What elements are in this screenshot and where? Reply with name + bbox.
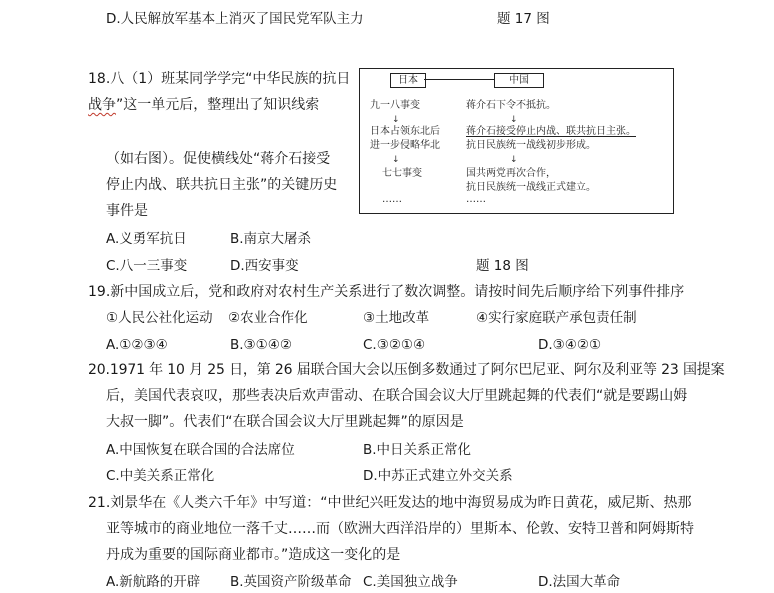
- q18-option-d: D.西安事变: [230, 258, 299, 274]
- q19-item-4: ④实行家庭联产承包责任制: [476, 310, 637, 326]
- figure-right-event-5: 抗日民族统一战线正式建立。: [466, 182, 596, 193]
- q20-option-b: B.中日关系正常化: [363, 442, 472, 458]
- q19-option-c: C.③②①④: [363, 337, 426, 353]
- q19-option-b: B.③①④②: [230, 337, 292, 353]
- q21-option-b: B.英国资产阶级革命: [230, 574, 352, 590]
- q17-option-d: D.人民解放军基本上消灭了国民党军队主力: [106, 11, 364, 27]
- q20-option-d: D.中苏正式建立外交关系: [363, 468, 513, 484]
- figure-tag-china: 中国: [494, 73, 544, 88]
- q21-option-d: D.法国大革命: [538, 574, 621, 590]
- down-arrow-icon: ↓: [510, 115, 518, 125]
- figure-left-event-3: 进一步侵略华北: [370, 140, 440, 151]
- q19-option-a: A.①②③④: [106, 337, 168, 353]
- q18-spellcheck-word: 战争: [88, 97, 116, 113]
- figure-right-event-1: 蒋介石下令不抵抗。: [466, 100, 556, 111]
- down-arrow-icon: ↓: [392, 155, 400, 165]
- q20-stem-line1: 20.1971 年 10 月 25 日，第 26 届联合国大会以压倒多数通过了阿尔巴尼亚、阿尔及利亚等 23 国提案: [88, 362, 725, 378]
- q18-knowledge-figure: [359, 68, 674, 214]
- q19-option-d: D.③④②①: [538, 337, 602, 353]
- q21-option-c: C.美国独立战争: [363, 574, 458, 590]
- figure-right-event-3: 抗日民族统一战线初步形成。: [466, 140, 596, 151]
- q18-stem-line4: 停止内战、联共抗日主张”的关键历史: [106, 177, 338, 193]
- q18-stem-line1: 18.八（1）班某同学学完“中华民族的抗日: [88, 71, 351, 87]
- q19-stem: 19.新中国成立后，党和政府对农村生产关系进行了数次调整。请按时间先后顺序给下列事件排序: [88, 284, 685, 300]
- q18-option-c: C.八一三事变: [106, 258, 188, 274]
- q21-stem-line3: 丹成为重要的国际商业都市。”造成这一变化的是: [106, 547, 401, 563]
- q19-item-2: ②农业合作化: [228, 310, 308, 326]
- q18-stem-line2: [88, 96, 319, 114]
- q21-stem-line2: 亚等城市的商业地位一落千丈……而（欧洲大西洋沿岸的）里斯本、伦敦、安特卫普和阿姆斯特: [106, 521, 694, 537]
- q18-option-a: A.义勇军抗日: [106, 231, 187, 247]
- figure-right-event-2: 蒋介石接受停止内战、联共抗日主张。: [466, 126, 636, 137]
- q18-stem-line3: （如右图）。促使横线处“蒋介石接受: [106, 151, 331, 167]
- q21-stem-line1: 21.刘景华在《人类六千年》中写道：“中世纪兴旺发达的地中海贸易成为昨日黄花，威尼斯、热那: [88, 495, 692, 511]
- figure-right-event-4: 国共两党再次合作，: [466, 168, 556, 179]
- figure-right-event-6: ……: [466, 194, 486, 205]
- q19-item-3: ③土地改革: [363, 310, 430, 326]
- figure-left-event-4: 七七事变: [382, 168, 422, 179]
- q20-option-c: C.中美关系正常化: [106, 468, 215, 484]
- figure-left-event-2: 日本占领东北后: [370, 126, 440, 137]
- q20-stem-line3: 大叔一脚”。代表们“在联合国会议大厅里跳起舞”的原因是: [106, 414, 464, 430]
- figure-left-event-5: ……: [382, 194, 402, 205]
- figure-tag-japan: 日本: [390, 73, 426, 88]
- figure-tag-connector: [424, 79, 494, 80]
- q20-stem-line2: 后，美国代表哀叹，那些表决后欢声雷动、在联合国会议大厅里跳起舞的代表们“就是要踢山姆: [106, 388, 688, 404]
- q20-option-a: A.中国恢复在联合国的合法席位: [106, 442, 295, 458]
- q17-figure-caption: 题 17 图: [497, 11, 550, 27]
- figure-left-event-1: 九一八事变: [370, 100, 420, 111]
- q18-option-b: B.南京大屠杀: [230, 231, 312, 247]
- down-arrow-icon: ↓: [392, 115, 400, 125]
- q19-item-1: ①人民公社化运动: [106, 310, 213, 326]
- down-arrow-icon: ↓: [510, 155, 518, 165]
- q18-stem-line2-rest: ”这一单元后，整理出了知识线索: [116, 97, 320, 113]
- q18-figure-caption: 题 18 图: [476, 258, 529, 274]
- q21-option-a: A.新航路的开辟: [106, 574, 201, 590]
- q18-stem-line5: 事件是: [106, 203, 148, 219]
